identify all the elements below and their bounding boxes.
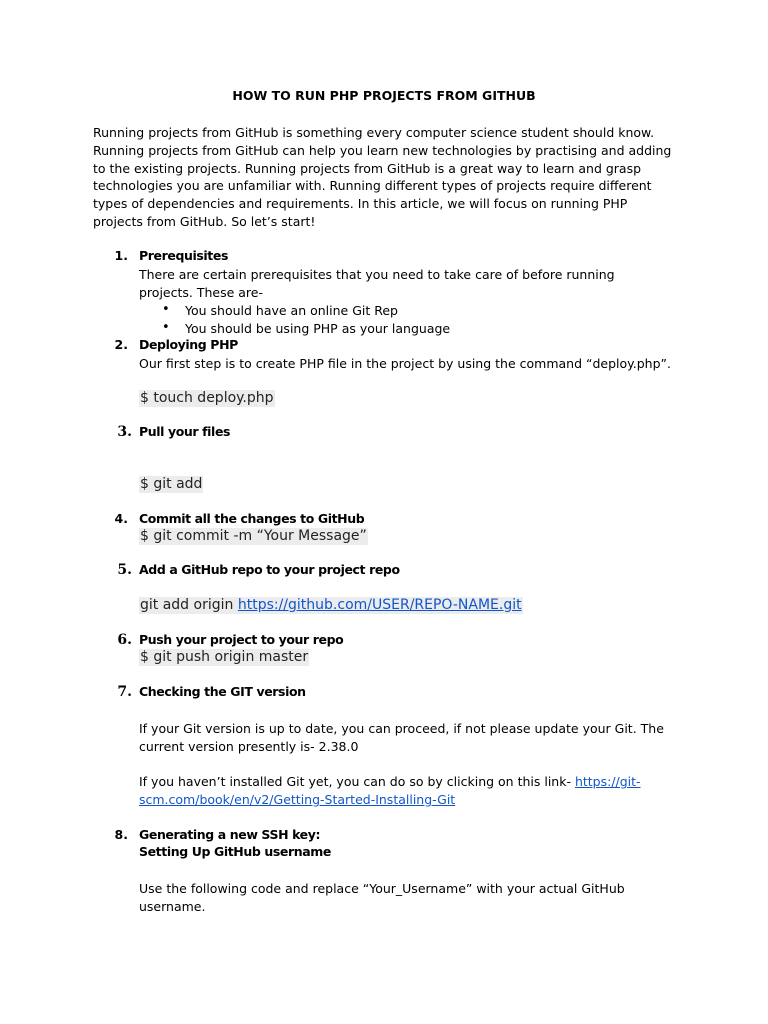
- section-number: 4.: [114, 511, 128, 526]
- code-snippet: $ git push origin master: [140, 649, 309, 665]
- section-heading-add-repo: Add a GitHub repo to your project repo: [139, 562, 400, 577]
- section-text: username.: [139, 899, 206, 914]
- section-text: current version presently is- 2.38.0: [139, 739, 359, 754]
- intro-paragraph: Running projects from GitHub is something every computer science student should know. Running projects from GitHub can help you learn new technologies by practising and adding to the existing projects. Running projects from GitHub is a great way to learn and grasp technologies you are unfamiliar with. Running different types of projects require different types of dependencies and requirements. In this article, we will focus on running PHP projects from GitHub. So let’s start!: [93, 125, 672, 229]
- section-heading-ssh-key: Generating a new SSH key:: [139, 827, 321, 842]
- section-heading-pull-files: Pull your files: [139, 424, 231, 439]
- section-text: projects. These are-: [139, 285, 263, 300]
- section-number: 5.: [117, 562, 132, 578]
- section-number: 7.: [117, 684, 132, 700]
- section-text: Our first step is to create PHP file in the project by using the command “deploy.php”.: [139, 356, 671, 371]
- section-text: There are certain prerequisites that you need to take care of before running: [139, 267, 615, 282]
- bullet-icon: •: [162, 302, 170, 317]
- section-number: 1.: [114, 248, 128, 263]
- section-number: 8.: [114, 827, 128, 842]
- section-heading-push: Push your project to your repo: [139, 632, 344, 647]
- code-snippet: $ git commit -m “Your Message”: [140, 528, 367, 544]
- section-heading-deploying-php: Deploying PHP: [139, 337, 238, 352]
- section-text: Use the following code and replace “Your_Username” with your actual GitHub: [139, 881, 625, 896]
- section-number: 6.: [117, 632, 132, 648]
- code-text: git add origin: [140, 597, 238, 613]
- section-text: If your Git version is up to date, you can proceed, if not please update your Git. The: [139, 721, 664, 736]
- section-number: 2.: [114, 337, 128, 352]
- git-install-link[interactable]: https://git-: [574, 774, 641, 789]
- link-intro-text: If you haven’t installed Git yet, you can do so by clicking on this link-: [139, 774, 575, 789]
- document-title: HOW TO RUN PHP PROJECTS FROM GITHUB: [232, 88, 536, 103]
- repo-url-link[interactable]: https://github.com/USER/REPO-NAME.git: [237, 597, 522, 613]
- section-heading-commit: Commit all the changes to GitHub: [139, 511, 365, 526]
- section-text: [139, 773, 641, 791]
- list-item: You should have an online Git Rep: [185, 303, 398, 318]
- code-snippet: [139, 597, 523, 614]
- section-subheading-username: Setting Up GitHub username: [139, 844, 331, 859]
- section-heading-git-version: Checking the GIT version: [139, 684, 306, 699]
- section-heading-prerequisites: Prerequisites: [139, 248, 228, 263]
- section-number: 3.: [117, 424, 132, 440]
- git-install-link[interactable]: scm.com/book/en/v2/Getting-Started-Installing-Git: [139, 792, 456, 807]
- code-snippet: $ touch deploy.php: [140, 390, 274, 406]
- bullet-icon: •: [162, 320, 170, 335]
- list-item: You should be using PHP as your language: [185, 321, 451, 336]
- code-snippet: $ git add: [140, 476, 203, 492]
